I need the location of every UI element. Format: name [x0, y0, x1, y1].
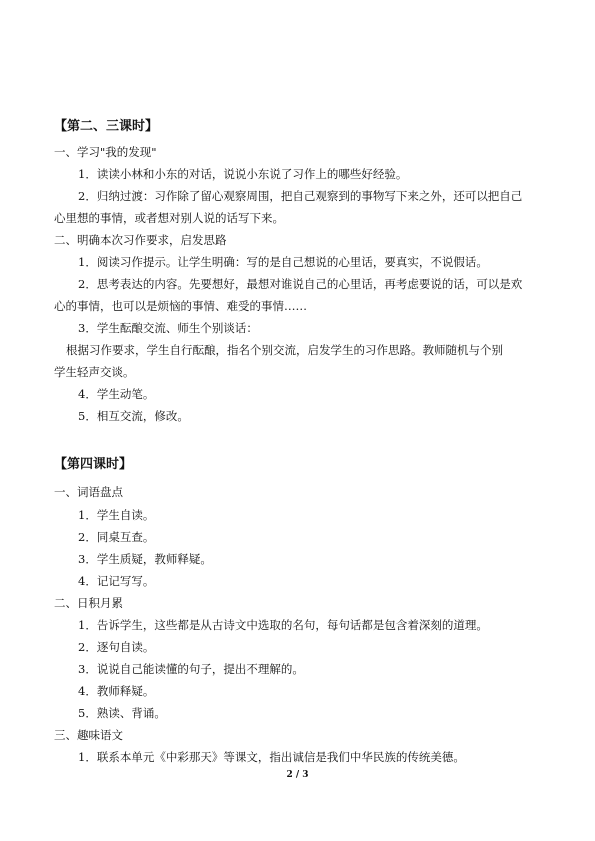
outline-item: 一、词语盘点 — [54, 485, 123, 499]
list-item: 3．说说自己能读懂的句子，提出不理解的。 — [78, 662, 304, 676]
list-item: 4．记记写写。 — [78, 574, 155, 588]
outline-item: 二、明确本次习作要求，启发思路 — [54, 233, 227, 247]
list-item: 1．学生自读。 — [78, 508, 155, 522]
list-item: 1．读读小林和小东的对话，说说小东说了习作上的哪些好经验。 — [78, 167, 408, 181]
outline-item: 二、日积月累 — [54, 596, 123, 610]
list-item: 2．思考表达的内容。先要想好，最想对谁说自己的心里话，再考虑要说的话，可以是欢 — [78, 277, 523, 291]
list-item: 2．归纳过渡：习作除了留心观察周围，把自己观察到的事物写下来之外，还可以把自己 — [78, 189, 523, 203]
list-item: 5．熟读、背诵。 — [78, 706, 166, 720]
list-item: 1．阅读习作提示。让学生明确：写的是自己想说的心里话，要真实，不说假话。 — [78, 255, 488, 269]
paragraph-continuation: 学生轻声交谈。 — [54, 365, 135, 379]
list-item-continuation: 心的事情，也可以是烦恼的事情、难受的事情…… — [54, 299, 307, 313]
paragraph-line: 根据习作要求，学生自行酝酿，指名个别交流，启发学生的习作思路。教师随机与个别 — [66, 343, 503, 357]
outline-item: 一、学习"我的发现" — [54, 145, 157, 159]
list-item: 5．相互交流，修改。 — [78, 409, 189, 423]
list-item: 4．学生动笔。 — [78, 387, 155, 401]
list-item: 2．同桌互查。 — [78, 530, 155, 544]
list-item: 2．逐句自读。 — [78, 640, 155, 654]
list-item: 1．联系本单元《中彩那天》等课文，指出诚信是我们中华民族的传统美德。 — [78, 750, 465, 764]
page-number: 2 / 3 — [286, 770, 309, 780]
list-item: 4．教师释疑。 — [78, 684, 155, 698]
section-heading-2-3: 【第二、三课时】 — [54, 119, 159, 134]
list-item: 3．学生质疑，教师释疑。 — [78, 552, 212, 566]
section-heading-4: 【第四课时】 — [54, 457, 133, 472]
outline-item: 三、趣味语文 — [54, 728, 123, 742]
list-item-continuation: 心里想的事情，或者想对别人说的话写下来。 — [54, 211, 284, 225]
list-item: 1．告诉学生，这些都是从古诗文中选取的名句，每句话都是包含着深刻的道理。 — [78, 618, 488, 632]
list-item: 3．学生酝酿交流、师生个别谈话： — [78, 321, 258, 335]
